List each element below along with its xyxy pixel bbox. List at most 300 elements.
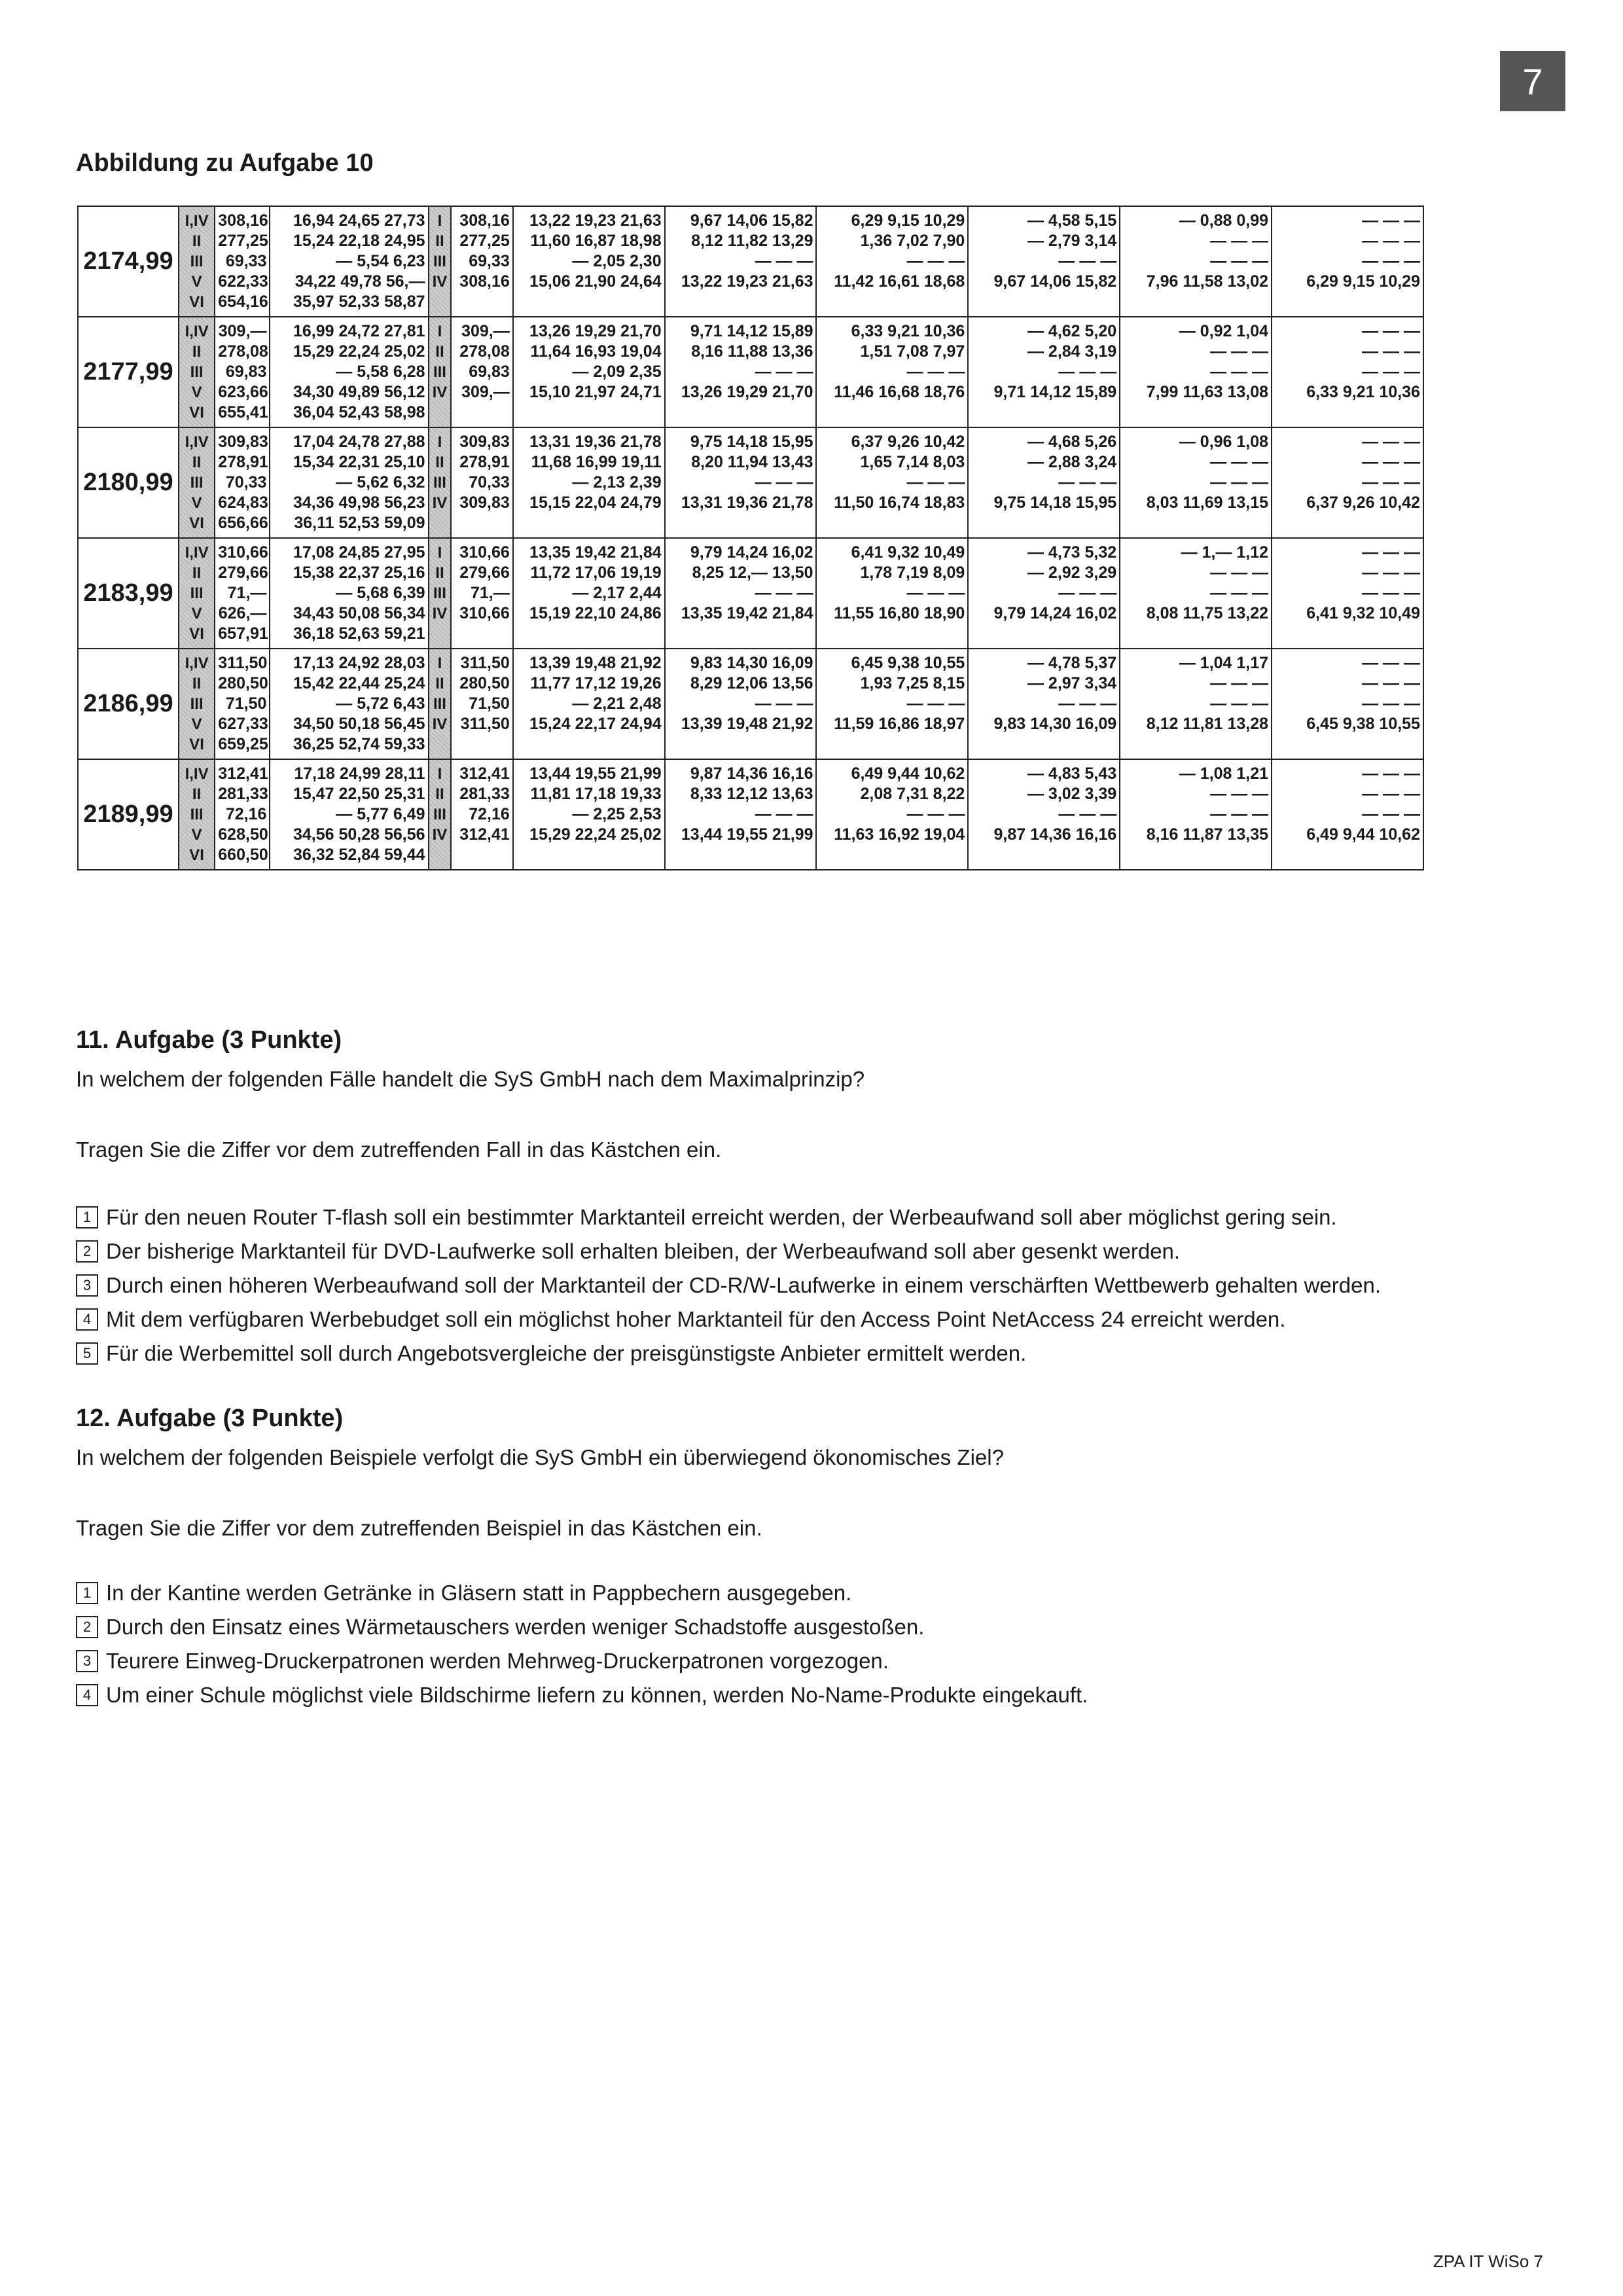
base-amount-cell: 2174,99 [78, 206, 179, 317]
cell-line: 36,25 52,74 59,33 [293, 735, 425, 753]
cell-line: — — — [755, 584, 813, 602]
cell-line: 15,06 21,90 24,64 [529, 272, 662, 291]
option-text: Für den neuen Router T-flash soll ein bestimmter Marktanteil erreicht werden, der Werbeaufwand soll aber möglichst gering sein. [106, 1205, 1337, 1229]
deduction-cell [451, 317, 512, 427]
cell-line: 628,50 [218, 825, 268, 844]
cell-line: 13,39 19,48 21,92 [681, 715, 813, 733]
cell-line: 11,72 17,06 19,19 [530, 564, 662, 582]
cell-line: — — — [906, 584, 965, 602]
cell-line-empty [668, 513, 813, 533]
cell-line: 312,41 [459, 764, 510, 783]
tax-value-cell [215, 317, 270, 427]
cell-line: — — — [1362, 543, 1420, 562]
cell-line: 15,24 22,17 24,94 [529, 715, 662, 733]
tax-class-cell [429, 427, 452, 538]
cell-line: VI [189, 293, 204, 311]
cell-line-empty [668, 403, 813, 423]
option-text: Durch einen höheren Werbeaufwand soll der Marktanteil der CD-R/W-Laufwerke in einem verschärften Wettbewerb gehalten werden. [106, 1273, 1381, 1297]
cell-line: — — — [1362, 694, 1420, 713]
deduction-cell [1272, 538, 1423, 649]
cell-line: 655,41 [218, 403, 268, 422]
cell-line-empty [1123, 624, 1268, 644]
cell-line: — — — [1362, 342, 1420, 361]
option-number-box: 3 [76, 1650, 98, 1672]
deduction-cell [451, 538, 512, 649]
cell-line: 34,50 50,18 56,45 [293, 715, 425, 733]
cell-line: III [433, 253, 446, 270]
cell-line: VI [189, 736, 204, 753]
deduction-cell [1120, 759, 1272, 870]
option-number-box: 3 [76, 1274, 98, 1297]
cell-line-empty [1123, 845, 1268, 865]
cell-line: 69,83 [225, 363, 267, 381]
cell-line: IV [432, 715, 448, 733]
task12-option [76, 1644, 1088, 1678]
cell-line: 654,16 [218, 293, 268, 311]
cell-line: 309,— [461, 383, 510, 401]
cell-line: — 5,72 6,43 [336, 694, 425, 713]
cell-line: 9,67 14,06 15,82 [993, 272, 1117, 291]
task11-option [76, 1336, 1381, 1371]
cell-line: 8,16 11,88 13,36 [691, 342, 813, 361]
cell-line: — 5,62 6,32 [336, 473, 425, 492]
cell-line: — — — [1058, 473, 1117, 492]
cell-line: 11,55 16,80 18,90 [834, 604, 965, 622]
cell-line: IV [432, 384, 448, 401]
cell-line: 6,41 9,32 10,49 [851, 543, 965, 562]
deduction-cell [665, 206, 817, 317]
cell-line: — — — [755, 805, 813, 823]
cell-line: 278,08 [459, 342, 510, 361]
cell-line: 308,16 [459, 211, 510, 230]
table-row [78, 759, 1423, 870]
cell-line: 34,43 50,08 56,34 [293, 604, 425, 622]
cell-line: 15,10 21,97 24,71 [529, 383, 662, 401]
cell-line-empty [454, 403, 509, 423]
option-text: In der Kantine werden Getränke in Gläsern statt in Pappbechern ausgegeben. [106, 1581, 852, 1605]
cell-line: I [437, 655, 442, 672]
cell-line: — — — [906, 363, 965, 381]
cell-line-empty [516, 845, 662, 865]
cell-line: — — — [1362, 764, 1420, 783]
cell-line-empty [429, 403, 451, 423]
task11-option [76, 1234, 1381, 1268]
cell-line: IV [432, 605, 448, 622]
cell-line-empty [668, 624, 813, 644]
option-text: Mit dem verfügbaren Werbebudget soll ein möglichst hoher Marktanteil für den Access Point NetAccess 24 erreicht werden. [106, 1307, 1286, 1331]
tax-class-cell [179, 317, 215, 427]
cell-line: 70,33 [469, 473, 510, 492]
deduction-cell [451, 759, 512, 870]
cell-line: 9,79 14,24 16,02 [690, 543, 813, 562]
option-text: Teurere Einweg-Druckerpatronen werden Mehrweg-Druckerpatronen vorgezogen. [106, 1649, 889, 1673]
cell-line: 308,16 [218, 211, 268, 230]
cell-line: 8,12 11,82 13,29 [691, 232, 813, 250]
cell-line: — 2,17 2,44 [572, 584, 662, 602]
deduction-cell [1272, 317, 1423, 427]
cell-line: III [190, 474, 204, 492]
cell-line: — 4,73 5,32 [1027, 543, 1117, 562]
cell-line: 311,50 [218, 654, 268, 672]
cell-line-empty [429, 513, 451, 533]
cell-line: 309,83 [459, 433, 510, 451]
option-number-box: 1 [76, 1582, 98, 1604]
deduction-cell [816, 427, 968, 538]
cell-line-empty [1123, 734, 1268, 755]
cell-line: — 3,02 3,39 [1027, 785, 1117, 803]
cell-line-empty [971, 734, 1116, 755]
cell-line: 660,50 [218, 846, 268, 864]
cell-line: — — — [1362, 654, 1420, 672]
cell-line: 8,20 11,94 13,43 [691, 453, 813, 471]
base-amount-cell: 2186,99 [78, 649, 179, 759]
cell-line: 280,50 [459, 674, 510, 692]
cell-line: 309,83 [459, 493, 510, 512]
cell-line: — — — [1362, 473, 1420, 492]
tax-class-cell [179, 206, 215, 317]
cell-line: 36,11 52,53 59,09 [294, 514, 425, 532]
cell-line: 11,63 16,92 19,04 [834, 825, 965, 844]
cell-line: 15,38 22,37 25,16 [293, 564, 425, 582]
cell-line: 1,93 7,25 8,15 [860, 674, 965, 692]
cell-line: 8,29 12,06 13,56 [690, 674, 813, 692]
cell-line: — — — [1362, 453, 1420, 471]
cell-line-empty [819, 403, 965, 423]
cell-line: 15,42 22,44 25,24 [293, 674, 425, 692]
deduction-cell [513, 759, 665, 870]
cell-line: — — — [1362, 674, 1420, 692]
tax-value-cell [215, 538, 270, 649]
tax-value-cell [215, 649, 270, 759]
cell-line: — 0,96 1,08 [1179, 433, 1269, 451]
cell-line: — 5,68 6,39 [336, 584, 425, 602]
cell-line: 6,41 9,32 10,49 [1306, 604, 1420, 622]
cell-line: VI [189, 404, 204, 422]
cell-line: II [192, 564, 202, 582]
cell-line: — — — [906, 473, 965, 492]
cell-line: — — — [906, 805, 965, 823]
option-number-box: 5 [76, 1342, 98, 1365]
cell-line-empty [1275, 624, 1420, 644]
cell-line: 8,16 11,87 13,35 [1146, 825, 1269, 844]
cell-line: 70,33 [225, 473, 267, 492]
cell-line-empty [454, 624, 509, 644]
cell-line: — — — [755, 363, 813, 381]
cell-line: II [435, 232, 444, 250]
deduction-cell [816, 759, 968, 870]
cell-line: 9,71 14,12 15,89 [690, 322, 813, 340]
cell-line: 15,47 22,50 25,31 [293, 785, 425, 803]
task12-option [76, 1610, 1088, 1644]
cell-line: — — — [1210, 252, 1269, 270]
cell-line: 1,78 7,19 8,09 [860, 564, 965, 582]
cell-line: 13,26 19,29 21,70 [529, 322, 662, 340]
cell-line-empty [819, 513, 965, 533]
cell-line: 11,46 16,68 18,76 [834, 383, 965, 401]
cell-line-empty [429, 292, 451, 312]
cell-line: III [433, 363, 446, 381]
deduction-cell [816, 649, 968, 759]
cell-line: — — — [1362, 584, 1420, 602]
cell-line: 9,87 14,36 16,16 [993, 825, 1117, 844]
cell-line: — 2,25 2,53 [572, 805, 662, 823]
cell-line: 13,44 19,55 21,99 [681, 825, 813, 844]
option-number-box: 4 [76, 1308, 98, 1331]
cell-line: 69,33 [225, 252, 267, 270]
cell-line-empty [1275, 845, 1420, 865]
cell-line: 17,18 24,99 28,11 [294, 764, 425, 783]
cell-line: 309,83 [218, 433, 268, 451]
cell-line: 13,22 19,23 21,63 [681, 272, 813, 291]
cell-line: — 4,58 5,15 [1027, 211, 1117, 230]
option-text: Durch den Einsatz eines Wärmetauschers werden weniger Schadstoffe ausgestoßen. [106, 1615, 925, 1639]
cell-line: — — — [1210, 342, 1269, 361]
task11-option [76, 1268, 1381, 1302]
cell-line-empty [429, 734, 451, 755]
cell-line: 6,29 9,15 10,29 [851, 211, 965, 230]
cell-line-empty [819, 845, 965, 865]
cell-line: II [192, 343, 202, 361]
cell-line-empty [971, 292, 1116, 312]
cell-line: II [435, 785, 444, 803]
cell-line: — — — [1210, 473, 1269, 492]
deduction-cell [1120, 427, 1272, 538]
cell-line: III [433, 806, 446, 823]
cell-line: 1,65 7,14 8,03 [860, 453, 965, 471]
cell-line: — 4,68 5,26 [1027, 433, 1117, 451]
cell-line: 278,91 [459, 453, 510, 471]
cell-line: IV [432, 826, 448, 844]
cell-line: VI [189, 846, 204, 864]
deduction-cell [1272, 206, 1423, 317]
cell-line-empty [668, 734, 813, 755]
cell-line: 277,25 [218, 232, 268, 250]
deduction-cell [1272, 649, 1423, 759]
cell-line: IV [432, 494, 448, 512]
deduction-cell [1272, 427, 1423, 538]
cell-line-empty [516, 513, 662, 533]
cell-line: — 2,92 3,29 [1027, 564, 1117, 582]
task12-question: In welchem der folgenden Beispiele verfolgt die SyS GmbH ein überwiegend ökonomisches Ziel? [76, 1445, 1004, 1469]
deduction-cell [1120, 649, 1272, 759]
cell-line: 72,16 [469, 805, 510, 823]
surcharge-cell [270, 206, 428, 317]
task12-option [76, 1576, 1088, 1610]
cell-line: 15,15 22,04 24,79 [529, 493, 662, 512]
cell-line: III [190, 695, 204, 713]
cell-line: 6,33 9,21 10,36 [1306, 383, 1420, 401]
cell-line-empty [454, 292, 509, 312]
cell-line-empty [516, 292, 662, 312]
option-number-box: 2 [76, 1240, 98, 1263]
deduction-cell [1120, 317, 1272, 427]
cell-line: 13,31 19,36 21,78 [529, 433, 662, 451]
base-amount-cell: 2180,99 [78, 427, 179, 538]
cell-line-empty [454, 734, 509, 755]
cell-line-empty [971, 513, 1116, 533]
cell-line: 8,25 12,— 13,50 [692, 564, 813, 582]
cell-line: 657,91 [218, 624, 268, 643]
cell-line: 281,33 [218, 785, 268, 803]
cell-line: — — — [906, 694, 965, 713]
cell-line: 312,41 [459, 825, 510, 844]
cell-line-empty [1275, 292, 1420, 312]
cell-line: 17,13 24,92 28,03 [293, 654, 425, 672]
cell-line: — 4,83 5,43 [1027, 764, 1117, 783]
tax-class-cell [429, 206, 452, 317]
deduction-cell [1272, 759, 1423, 870]
cell-line-empty [1123, 292, 1268, 312]
surcharge-cell [270, 317, 428, 427]
tax-value-cell [215, 759, 270, 870]
cell-line: — 4,78 5,37 [1027, 654, 1117, 672]
cell-line: — — — [1362, 785, 1420, 803]
cell-line-empty [1123, 513, 1268, 533]
cell-line-empty [429, 845, 451, 865]
deduction-cell [665, 759, 817, 870]
cell-line: 6,29 9,15 10,29 [1306, 272, 1420, 291]
cell-line: 309,— [461, 322, 510, 340]
deduction-cell [1120, 538, 1272, 649]
tax-table [77, 206, 1424, 870]
cell-line: — 0,92 1,04 [1179, 322, 1269, 340]
cell-line: — — — [1210, 674, 1269, 692]
cell-line: I,IV [185, 655, 209, 672]
cell-line: — — — [1210, 564, 1269, 582]
tax-class-cell [179, 649, 215, 759]
deduction-cell [665, 317, 817, 427]
cell-line: 69,83 [469, 363, 510, 381]
cell-line: 13,26 19,29 21,70 [681, 383, 813, 401]
cell-line: 312,41 [218, 764, 268, 783]
cell-line: 8,03 11,69 13,15 [1146, 493, 1269, 512]
cell-line: VI [189, 625, 204, 643]
tax-value-cell [215, 206, 270, 317]
deduction-cell [816, 538, 968, 649]
surcharge-cell [270, 649, 428, 759]
option-number-box: 1 [76, 1206, 98, 1229]
cell-line: — — — [1362, 363, 1420, 381]
cell-line: — 2,97 3,34 [1027, 674, 1117, 692]
cell-line: 622,33 [218, 272, 268, 291]
cell-line: 13,31 19,36 21,78 [681, 493, 813, 512]
cell-line-empty [971, 403, 1116, 423]
cell-line: V [191, 605, 202, 622]
cell-line: 623,66 [218, 383, 268, 401]
cell-line: 626,— [218, 604, 267, 622]
cell-line-empty [429, 624, 451, 644]
deduction-cell [665, 649, 817, 759]
cell-line: 277,25 [459, 232, 510, 250]
cell-line: III [190, 806, 204, 823]
cell-line: 9,83 14,30 16,09 [993, 715, 1117, 733]
cell-line: — 2,84 3,19 [1027, 342, 1117, 361]
cell-line: 69,33 [469, 252, 510, 270]
deduction-cell [968, 317, 1120, 427]
cell-line: 17,04 24,78 27,88 [293, 433, 425, 451]
tax-class-cell [429, 538, 452, 649]
deduction-cell [451, 649, 512, 759]
base-amount-cell: 2189,99 [78, 759, 179, 870]
cell-line: — 2,13 2,39 [572, 473, 662, 492]
cell-line: 6,33 9,21 10,36 [851, 322, 965, 340]
cell-line: 36,32 52,84 59,44 [293, 846, 425, 864]
option-text: Für die Werbemittel soll durch Angebotsvergleiche der preisgünstigste Anbieter ermittelt werden. [106, 1341, 1027, 1365]
cell-line: 311,50 [460, 654, 510, 672]
task11-question: In welchem der folgenden Fälle handelt die SyS GmbH nach dem Maximalprinzip? [76, 1067, 865, 1091]
cell-line: 278,91 [218, 453, 268, 471]
base-amount-cell: 2177,99 [78, 317, 179, 427]
cell-line: V [191, 384, 202, 401]
cell-line: 627,33 [218, 715, 268, 733]
cell-line: — — — [1362, 232, 1420, 250]
cell-line-empty [516, 403, 662, 423]
cell-line: II [192, 785, 202, 803]
cell-line: 34,22 49,78 56,— [294, 272, 425, 291]
cell-line: 36,18 52,63 59,21 [293, 624, 425, 643]
cell-line: III [190, 584, 204, 602]
cell-line: II [435, 454, 444, 471]
cell-line-empty [454, 845, 509, 865]
cell-line: 8,33 12,12 13,63 [690, 785, 813, 803]
cell-line: III [433, 584, 446, 602]
cell-line: — — — [1362, 805, 1420, 823]
cell-line: 308,16 [459, 272, 510, 291]
cell-line: — — — [1058, 363, 1117, 381]
cell-line: 15,29 22,24 25,02 [293, 342, 425, 361]
cell-line: — — — [1210, 584, 1269, 602]
cell-line: 11,50 16,74 18,83 [834, 493, 965, 512]
cell-line: — — — [755, 252, 813, 270]
cell-line: 6,37 9,26 10,42 [851, 433, 965, 451]
cell-line: 71,50 [469, 694, 510, 713]
cell-line: 9,87 14,36 16,16 [690, 764, 813, 783]
cell-line: 13,22 19,23 21,63 [529, 211, 662, 230]
cell-line: I,IV [185, 433, 209, 451]
cell-line: 659,25 [218, 735, 268, 753]
option-text: Um einer Schule möglichst viele Bildschirme liefern zu können, werden No-Name-Produkte eingekauft. [106, 1683, 1088, 1707]
cell-line: III [433, 695, 446, 713]
cell-line: 36,04 52,43 58,98 [293, 403, 425, 422]
task11-option [76, 1200, 1381, 1234]
base-amount-cell: 2183,99 [78, 538, 179, 649]
cell-line: 11,81 17,18 19,33 [530, 785, 662, 803]
cell-line: — 2,05 2,30 [572, 252, 662, 270]
tax-class-cell [179, 427, 215, 538]
cell-line-empty [1275, 403, 1420, 423]
deduction-cell [451, 206, 512, 317]
cell-line-empty [454, 513, 509, 533]
cell-line: I,IV [185, 544, 209, 562]
cell-line-empty [1275, 513, 1420, 533]
cell-line: 13,44 19,55 21,99 [529, 764, 662, 783]
cell-line: — — — [1362, 211, 1420, 230]
cell-line: III [190, 363, 204, 381]
cell-line: 1,36 7,02 7,90 [860, 232, 965, 250]
cell-line: I [437, 765, 442, 783]
cell-line: I,IV [185, 212, 209, 230]
option-number-box: 2 [76, 1616, 98, 1638]
cell-line: 310,66 [459, 543, 510, 562]
cell-line: 11,77 17,12 19,26 [530, 674, 662, 692]
cell-line: — — — [1058, 252, 1117, 270]
deduction-cell [968, 759, 1120, 870]
cell-line: 34,30 49,89 56,12 [293, 383, 425, 401]
cell-line: — 2,09 2,35 [572, 363, 662, 381]
cell-line: I [437, 323, 442, 340]
cell-line: III [190, 253, 204, 270]
cell-line: 34,36 49,98 56,23 [293, 493, 425, 512]
